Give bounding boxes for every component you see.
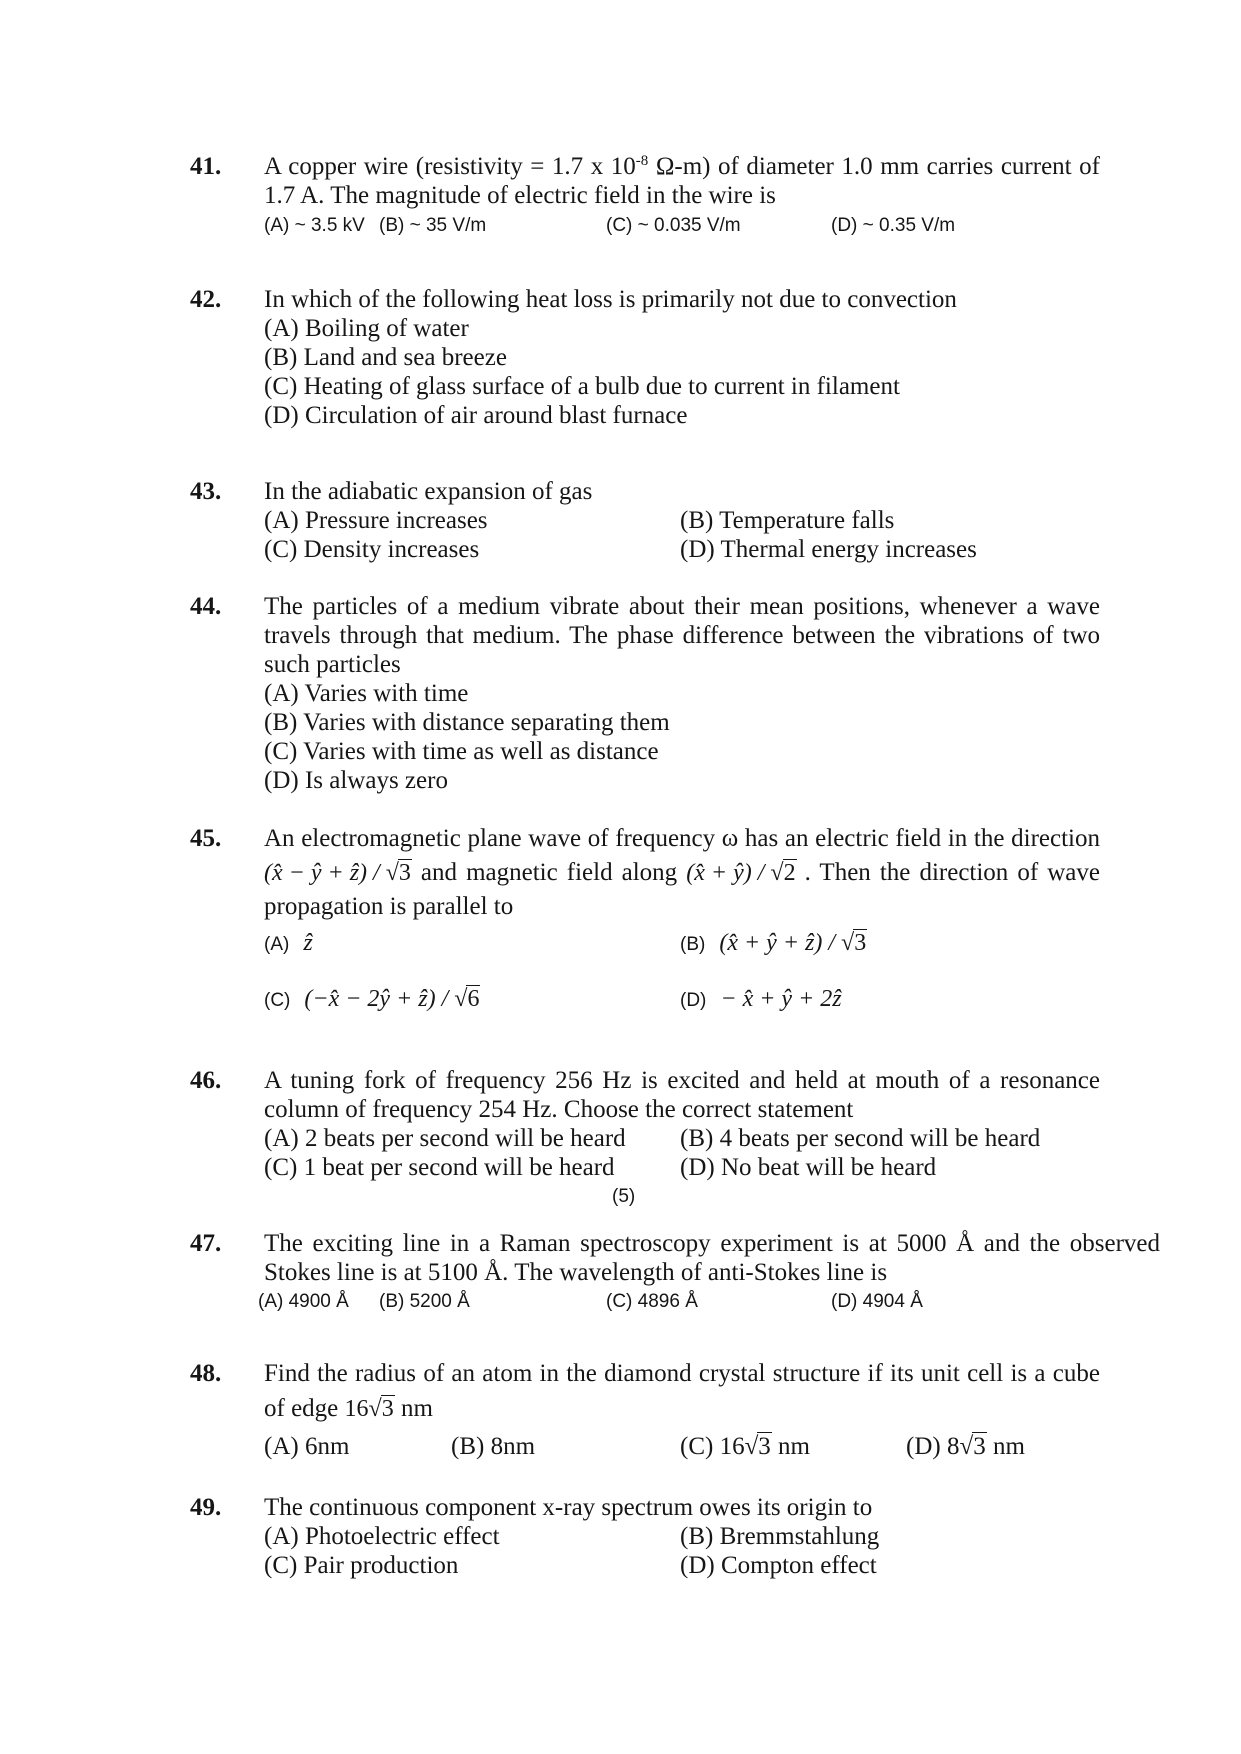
question-44-stem-line-2: travels through that medium. The phase difference between the vibrations of two (264, 622, 1100, 649)
option-label: (C) (264, 990, 291, 1011)
math-expression-wrap (304, 982, 480, 1016)
question-44-option-d: (D) Is always zero (264, 767, 448, 794)
radicand: 3 (398, 860, 411, 886)
question-49-stem: The continuous component x-ray spectrum owes its origin to (264, 1494, 873, 1521)
electric-field-direction (264, 856, 412, 890)
option-text: (D) 8√ (906, 1433, 974, 1460)
question-45-option-b (680, 926, 867, 962)
question-49-option-c: (C) Pair production (264, 1552, 459, 1579)
radicand: 3 (854, 930, 867, 956)
question-42-option-c: (C) Heating of glass surface of a bulb due to current in filament (264, 373, 900, 400)
radicand: 2 (783, 860, 796, 886)
question-46-stem-line-2: column of frequency 254 Hz. Choose the correct statement (264, 1096, 854, 1123)
question-45-option-d (680, 982, 842, 1018)
question-42-option-a: (A) Boiling of water (264, 315, 469, 342)
question-41-stem-line-2: 1.7 A. The magnitude of electric field in the wire is (264, 182, 776, 209)
question-45-stem-line-2 (264, 856, 1100, 890)
question-48-stem-line-1: Find the radius of an atom in the diamond crystal structure if its unit cell is a cube (264, 1360, 1100, 1387)
math-expression: (x̂ − ŷ + ẑ) / √ (264, 860, 399, 886)
stem-text: Ω-m) of diameter 1.0 mm carries current of (648, 153, 1100, 180)
question-43-option-c: (C) Density increases (264, 536, 480, 563)
question-46-option-a: (A) 2 beats per second will be heard (264, 1125, 626, 1152)
math-expression-wrap (719, 926, 867, 960)
exponent: -8 (635, 153, 649, 169)
question-47-stem-line-1: The exciting line in a Raman spectroscopy experiment is at 5000 Å and the observed (264, 1230, 1160, 1257)
option-text: nm (986, 1433, 1025, 1460)
question-48-option-d (906, 1430, 1025, 1464)
question-49-option-d: (D) Compton effect (680, 1552, 877, 1579)
magnetic-field-direction (686, 856, 796, 890)
question-41-option-b: (B) ~ 35 V/m (379, 215, 487, 236)
radicand: 6 (467, 986, 480, 1012)
math-expression: (x̂ + ŷ + ẑ) / √ (719, 930, 855, 956)
question-44-stem-line-1: The particles of a medium vibrate about their mean positions, whenever a wave (264, 593, 1100, 620)
question-44-option-c: (C) Varies with time as well as distance (264, 738, 659, 765)
question-48-stem-line-2 (264, 1392, 433, 1426)
question-47-option-a: (A) 4900 Å (258, 1291, 349, 1312)
math-expression: (x̂ + ŷ) / √ (686, 860, 784, 886)
option-text: nm (771, 1433, 810, 1460)
question-44-option-a: (A) Varies with time (264, 680, 469, 707)
question-47-stem-line-2: Stokes line is at 5100 Å. The wavelength of anti-Stokes line is (264, 1259, 888, 1286)
math-expression: 16√ (344, 1396, 382, 1422)
question-45-stem-line-1: An electromagnetic plane wave of frequency ω has an electric field in the direction (264, 825, 1100, 852)
question-44-option-b: (B) Varies with distance separating them (264, 709, 670, 736)
question-48-option-c (680, 1430, 810, 1464)
radicand: 3 (758, 1433, 771, 1460)
question-46-option-d: (D) No beat will be heard (680, 1154, 937, 1181)
question-number-41: 41. (190, 153, 222, 180)
option-text: (C) 16√ (680, 1433, 759, 1460)
math-expression: ẑ (303, 930, 313, 956)
question-41-option-a: (A) ~ 3.5 kV (264, 215, 365, 236)
option-label: (A) (264, 934, 290, 955)
stem-text: and magnetic field along (411, 859, 687, 886)
radicand: 3 (381, 1396, 394, 1422)
question-46-option-b: (B) 4 beats per second will be heard (680, 1125, 1041, 1152)
question-42-option-d: (D) Circulation of air around blast furnace (264, 402, 688, 429)
question-46-option-c: (C) 1 beat per second will be heard (264, 1154, 615, 1181)
math-expression-wrap (345, 1392, 395, 1426)
question-47-option-b: (B) 5200 Å (379, 1291, 470, 1312)
question-number-46: 46. (190, 1067, 222, 1094)
question-42-stem: In which of the following heat loss is primarily not due to convection (264, 286, 957, 313)
question-44-stem-line-3: such particles (264, 651, 401, 678)
question-45-option-a (264, 926, 313, 962)
question-number-48: 48. (190, 1360, 222, 1387)
question-number-47: 47. (190, 1230, 222, 1257)
question-42-option-b: (B) Land and sea breeze (264, 344, 507, 371)
question-43-option-b: (B) Temperature falls (680, 507, 895, 534)
question-number-42: 42. (190, 286, 222, 313)
question-41-option-d: (D) ~ 0.35 V/m (831, 215, 956, 236)
question-47-option-d: (D) 4904 Å (831, 1291, 923, 1312)
question-48-option-b: (B) 8nm (451, 1433, 536, 1460)
option-label: (B) (680, 934, 706, 955)
question-41-option-c: (C) ~ 0.035 V/m (606, 215, 741, 236)
question-41-stem-line-1 (264, 152, 1100, 181)
math-expression: (−x̂ − 2ŷ + ẑ) / √ (304, 986, 468, 1012)
question-49-option-b: (B) Bremmstahlung (680, 1523, 880, 1550)
question-48-option-a: (A) 6nm (264, 1433, 350, 1460)
stem-text: of edge (264, 1395, 345, 1422)
option-label: (D) (680, 990, 707, 1011)
math-expression: − x̂ + ŷ + 2ẑ (720, 986, 842, 1012)
page-number: (5) (612, 1186, 636, 1207)
question-43-option-a: (A) Pressure increases (264, 507, 488, 534)
stem-text: nm (394, 1395, 433, 1422)
radicand: 3 (973, 1433, 986, 1460)
question-43-option-d: (D) Thermal energy increases (680, 536, 977, 563)
question-number-49: 49. (190, 1494, 222, 1521)
question-number-44: 44. (190, 593, 222, 620)
stem-text: . Then the direction of wave (804, 859, 1100, 886)
question-43-stem: In the adiabatic expansion of gas (264, 478, 593, 505)
question-49-option-a: (A) Photoelectric effect (264, 1523, 500, 1550)
question-45-option-c (264, 982, 480, 1018)
question-number-45: 45. (190, 825, 222, 852)
question-47-option-c: (C) 4896 Å (606, 1291, 698, 1312)
stem-text: A copper wire (resistivity = 1.7 x 10 (264, 153, 636, 180)
question-46-stem-line-1: A tuning fork of frequency 256 Hz is excited and held at mouth of a resonance (264, 1067, 1100, 1094)
question-number-43: 43. (190, 478, 222, 505)
question-45-stem-line-3: propagation is parallel to (264, 893, 514, 920)
